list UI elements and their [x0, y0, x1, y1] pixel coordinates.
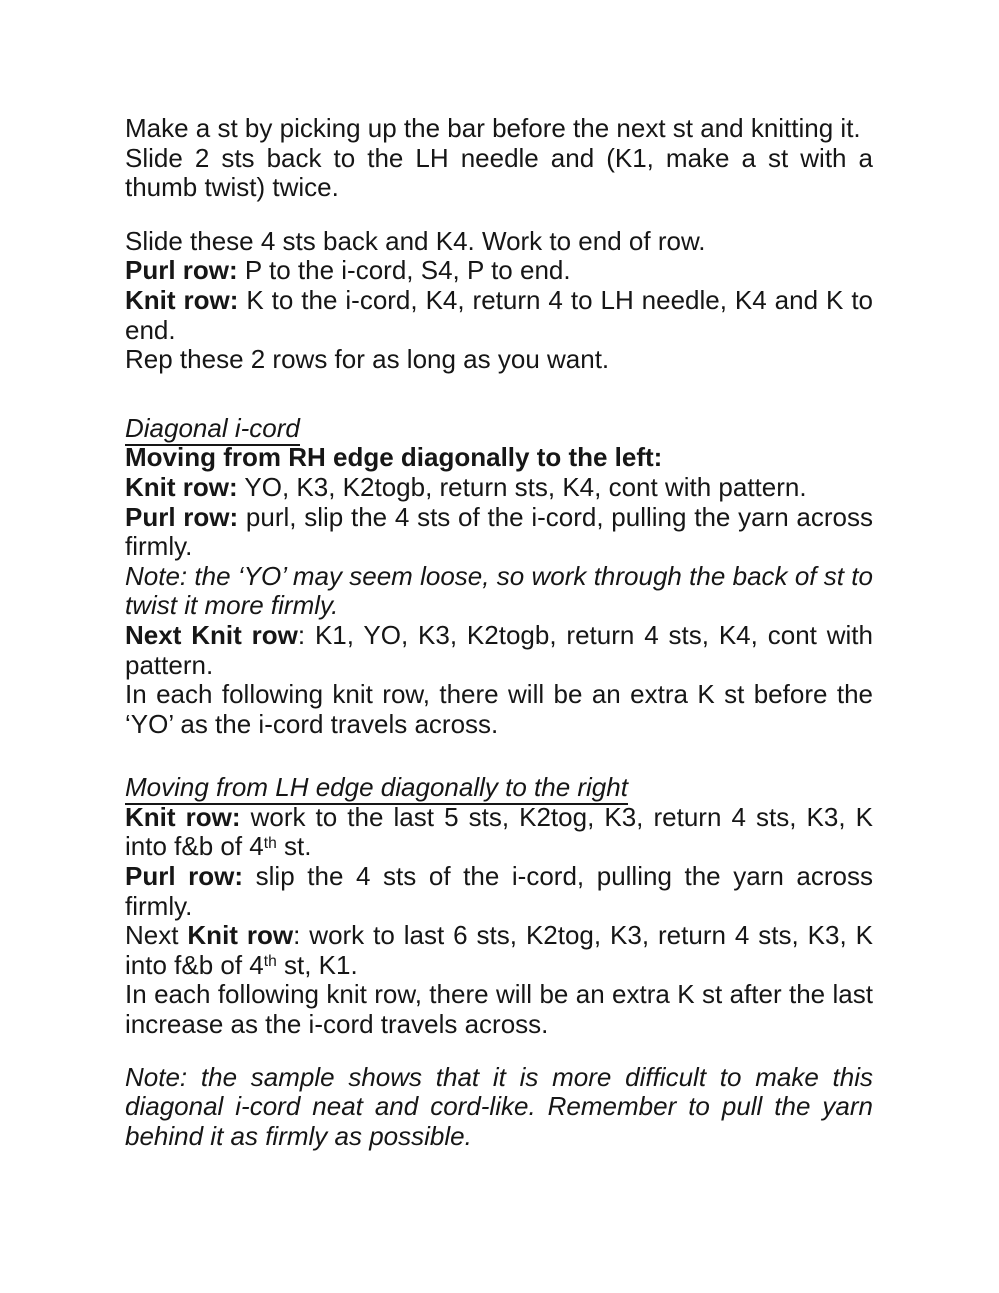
- text-run: slip the 4 sts of the i-cord, pulling the yarn across firmly.: [125, 861, 873, 921]
- text-run: Purl row:: [125, 255, 238, 286]
- text-run: Purl row:: [125, 501, 239, 532]
- text-run: Slide 2 sts back to the LH needle and (K1, make a st with a thumb twist) twice.: [125, 142, 873, 203]
- text-run: P to the i-cord, S4, P to end.: [237, 255, 571, 286]
- text-run: work to the last 5 sts, K2tog, K3, return 4 sts, K3, K into f&b of 4: [125, 801, 873, 862]
- section-heading-text: [125, 413, 300, 446]
- text-run: th: [263, 834, 277, 852]
- spacer: [125, 375, 873, 414]
- text-run: Slide these 4 sts back and K4. Work to end of row.: [125, 225, 706, 256]
- text-run: Moving from LH edge diagonally to the right: [125, 772, 628, 803]
- text-run: : K1, YO, K3, K2togb, return 4 sts, K4, cont with pattern.: [125, 619, 873, 680]
- spacer: [125, 203, 873, 227]
- text-run: st.: [276, 831, 312, 862]
- paragraph: [125, 473, 873, 503]
- text-run: Make a st by picking up the bar before the next st and knitting it.: [125, 113, 861, 143]
- paragraph: [125, 286, 873, 345]
- text-run: Next Knit row: [125, 619, 298, 650]
- text-run: Knit row: [187, 920, 294, 951]
- text-run: Knit row:: [125, 801, 241, 832]
- spacer: [125, 739, 873, 773]
- text-run: Rep these 2 rows for as long as you want.: [125, 344, 610, 375]
- section-heading: [125, 773, 873, 803]
- paragraph: [125, 443, 873, 473]
- text-run: : work to last 6 sts, K2tog, K3, return 4 sts, K3, K into f&b of 4: [125, 920, 873, 980]
- paragraph: [125, 1063, 873, 1152]
- paragraph: [125, 621, 873, 680]
- paragraph: [125, 114, 873, 144]
- text-run: Knit row:: [125, 284, 239, 315]
- paragraph: [125, 227, 873, 257]
- document-page: [125, 0, 873, 1151]
- text-run: K to the i-cord, K4, return 4 to LH needle, K4 and K to end.: [125, 284, 873, 345]
- text-run: In each following knit row, there will be an extra K st before the ‘YO’ as the i-cord travels across.: [125, 679, 873, 739]
- paragraph: [125, 921, 873, 980]
- spacer: [125, 1040, 873, 1063]
- paragraph: [125, 980, 873, 1039]
- text-run: Next: [125, 920, 188, 951]
- text-run: Diagonal i-cord: [125, 412, 300, 443]
- text-run: purl, slip the 4 sts of the i-cord, pulling the yarn across firmly.: [125, 501, 873, 562]
- section-heading-text: [125, 772, 628, 805]
- section-heading: [125, 414, 873, 444]
- paragraph: [125, 862, 873, 921]
- text-run: Moving from RH edge diagonally to the left:: [125, 442, 663, 473]
- text-run: Knit row:: [125, 471, 238, 502]
- paragraph: [125, 803, 873, 862]
- paragraph: [125, 144, 873, 203]
- paragraph: [125, 680, 873, 739]
- paragraph: [125, 256, 873, 286]
- text-run: Purl row:: [125, 861, 244, 892]
- text-run: Note: the sample shows that it is more difficult to make this diagonal i-cord neat and cord-like. Remember to pull the yarn behind it as firmly as possible.: [125, 1061, 873, 1151]
- paragraph: [125, 562, 873, 621]
- text-run: In each following knit row, there will be an extra K st after the last increase as the i-cord travels across.: [125, 979, 873, 1040]
- text-run: th: [263, 953, 277, 971]
- text-run: YO, K3, K2togb, return sts, K4, cont with pattern.: [237, 471, 807, 502]
- paragraph: [125, 345, 873, 375]
- text-run: st, K1.: [276, 949, 358, 980]
- paragraph: [125, 503, 873, 562]
- text-run: Note: the ‘YO’ may seem loose, so work through the back of st to twist it more firmly.: [125, 560, 873, 621]
